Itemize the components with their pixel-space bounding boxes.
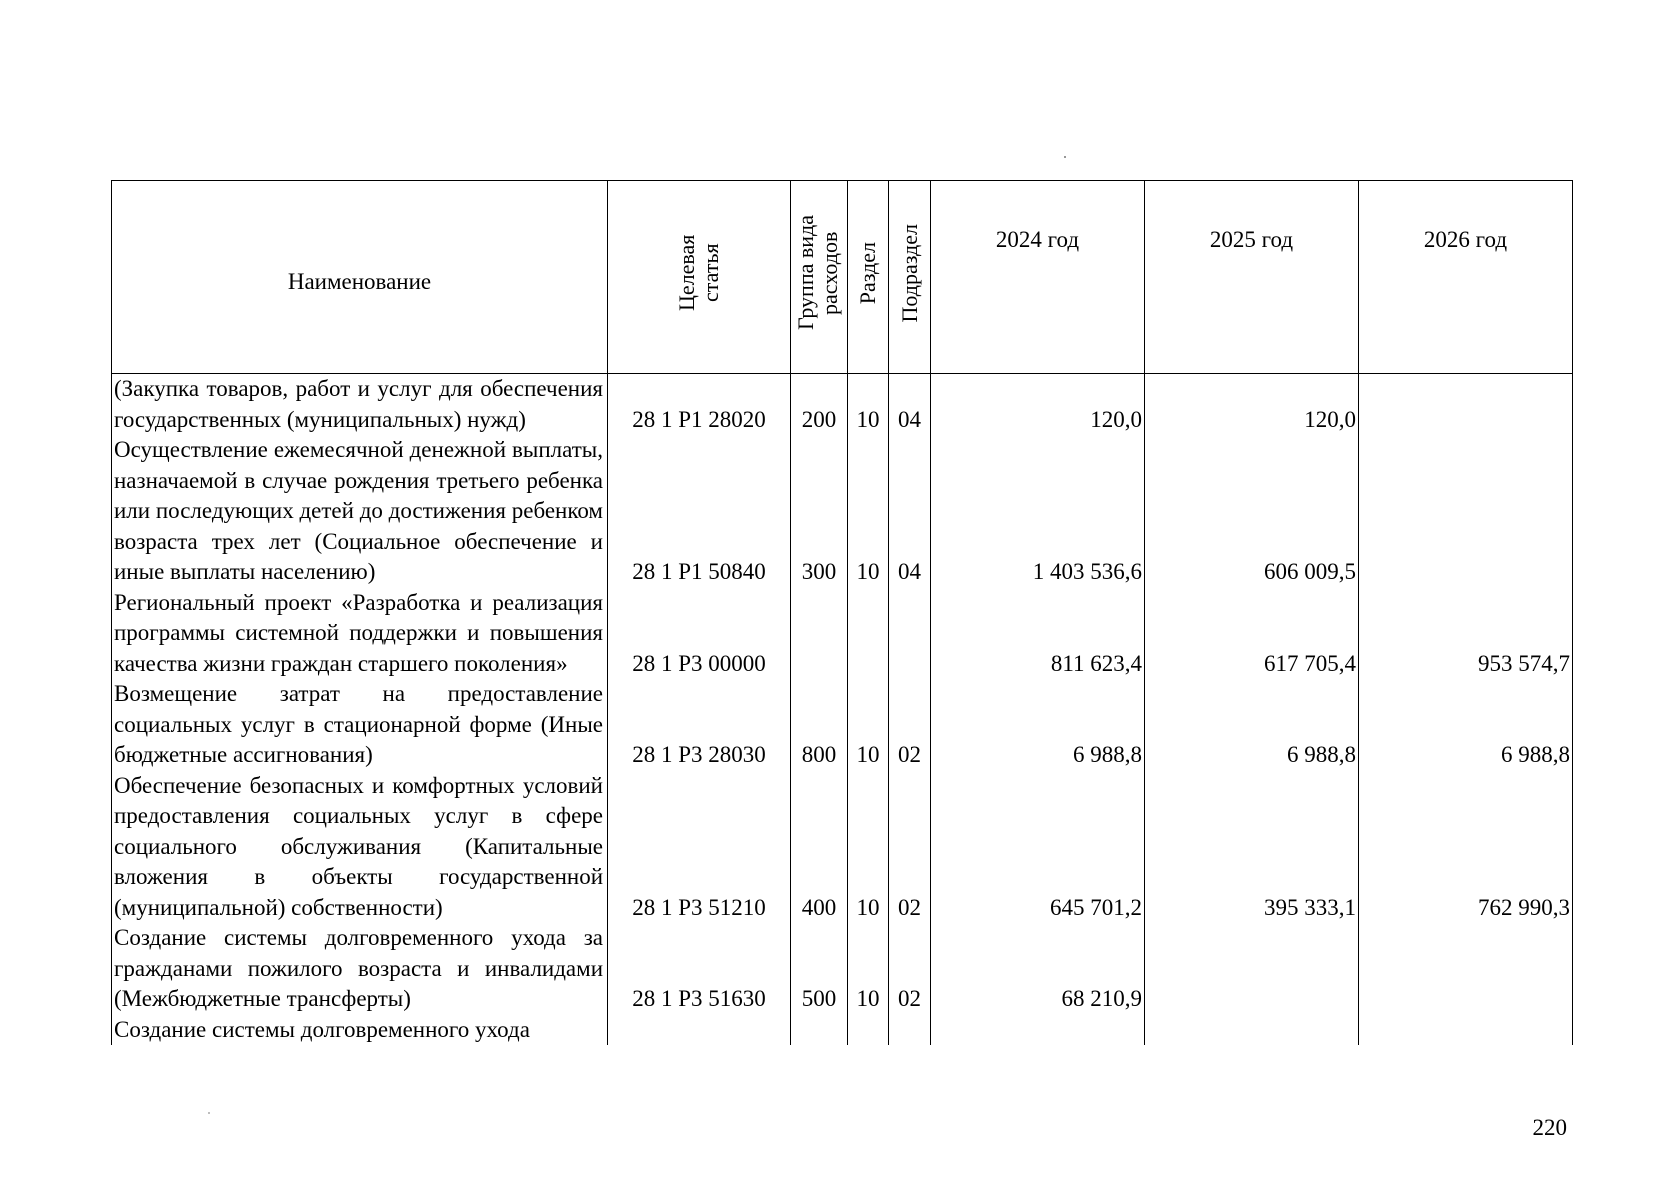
row-2026 — [1359, 923, 1573, 1015]
row-name: Создание системы долговременного ухода за гражданами пожилого возраста и инвалидами (Межбюджетные трансферты) — [112, 923, 608, 1015]
row-2024: 811 623,4 — [931, 588, 1145, 680]
header-subsection — [889, 181, 931, 374]
row-2024: 6 988,8 — [931, 679, 1145, 771]
row-2025: 617 705,4 — [1145, 588, 1359, 680]
row-subsection: 02 — [889, 679, 931, 771]
table-row — [112, 679, 1573, 771]
row-name: (Закупка товаров, работ и услуг для обеспечения государственных (муниципальных) нужд) — [112, 374, 608, 436]
row-section — [848, 588, 889, 680]
header-group-label: Группа вида расходов — [793, 215, 842, 331]
row-2026: 953 574,7 — [1359, 588, 1573, 680]
row-2026 — [1359, 435, 1573, 588]
row-2024: 68 210,9 — [931, 923, 1145, 1015]
row-2024: 1 403 536,6 — [931, 435, 1145, 588]
table-row — [112, 588, 1573, 680]
row-article: 28 1 P3 51210 — [608, 771, 791, 924]
row-article: 28 1 P3 00000 — [608, 588, 791, 680]
row-2025 — [1145, 923, 1359, 1015]
row-section: 10 — [848, 771, 889, 924]
row-2026-empty — [1359, 1015, 1573, 1046]
table-row — [112, 923, 1573, 1015]
row-name: Региональный проект «Разработка и реализация программы системной поддержки и повышения качества жизни граждан старшего поколения» — [112, 588, 608, 680]
header-2024: 2024 год — [931, 181, 1145, 374]
row-subsection-empty — [889, 1015, 931, 1046]
row-name: Создание системы долговременного ухода — [112, 1015, 608, 1046]
row-section-empty — [848, 1015, 889, 1046]
scan-speck — [208, 1112, 210, 1114]
header-2025: 2025 год — [1145, 181, 1359, 374]
row-subsection: 02 — [889, 923, 931, 1015]
row-group — [791, 588, 848, 680]
row-article: 28 1 P1 28020 — [608, 374, 791, 436]
row-section: 10 — [848, 679, 889, 771]
row-2025: 120,0 — [1145, 374, 1359, 436]
row-2025: 606 009,5 — [1145, 435, 1359, 588]
row-article: 28 1 P1 50840 — [608, 435, 791, 588]
header-section-label: Раздел — [855, 241, 880, 304]
header-name: Наименование — [112, 181, 608, 374]
header-article-label: Целевая статья — [674, 234, 723, 311]
row-2024: 645 701,2 — [931, 771, 1145, 924]
row-group: 800 — [791, 679, 848, 771]
row-2024: 120,0 — [931, 374, 1145, 436]
header-article — [608, 181, 791, 374]
row-section: 10 — [848, 374, 889, 436]
header-section — [848, 181, 889, 374]
row-group: 200 — [791, 374, 848, 436]
row-2026: 6 988,8 — [1359, 679, 1573, 771]
budget-table — [111, 180, 1573, 1045]
table-row-partial — [112, 1015, 1573, 1046]
row-subsection: 04 — [889, 435, 931, 588]
page-number: 220 — [1532, 1115, 1567, 1140]
row-section: 10 — [848, 435, 889, 588]
row-group-empty — [791, 1015, 848, 1046]
row-2026 — [1359, 374, 1573, 436]
row-group: 500 — [791, 923, 848, 1015]
row-name: Возмещение затрат на предоставление социальных услуг в стационарной форме (Иные бюджетные ассигнования) — [112, 679, 608, 771]
header-group — [791, 181, 848, 374]
row-name: Осуществление ежемесячной денежной выплаты, назначаемой в случае рождения третьего ребенка или последующих детей до достижения ребенком возраста трех лет (Социальное обеспечение и иные выплаты населению) — [112, 435, 608, 588]
header-subsection-label: Подраздел — [896, 223, 922, 322]
row-2026: 762 990,3 — [1359, 771, 1573, 924]
row-subsection: 02 — [889, 771, 931, 924]
row-article: 28 1 P3 28030 — [608, 679, 791, 771]
row-article-empty — [608, 1015, 791, 1046]
row-2025-empty — [1145, 1015, 1359, 1046]
row-2025: 6 988,8 — [1145, 679, 1359, 771]
row-section: 10 — [848, 923, 889, 1015]
row-2025: 395 333,1 — [1145, 771, 1359, 924]
row-2024-empty — [931, 1015, 1145, 1046]
scan-speck — [1064, 156, 1066, 158]
row-subsection — [889, 588, 931, 680]
header-2026: 2026 год — [1359, 181, 1573, 374]
row-article: 28 1 P3 51630 — [608, 923, 791, 1015]
row-subsection: 04 — [889, 374, 931, 436]
table-row — [112, 771, 1573, 924]
row-name: Обеспечение безопасных и комфортных условий предоставления социальных услуг в сфере социального обслуживания (Капитальные вложения в объекты государственной (муниципальной) собственности) — [112, 771, 608, 924]
table-row — [112, 435, 1573, 588]
row-group: 300 — [791, 435, 848, 588]
header-row — [112, 181, 1573, 374]
table-row — [112, 374, 1573, 436]
row-group: 400 — [791, 771, 848, 924]
